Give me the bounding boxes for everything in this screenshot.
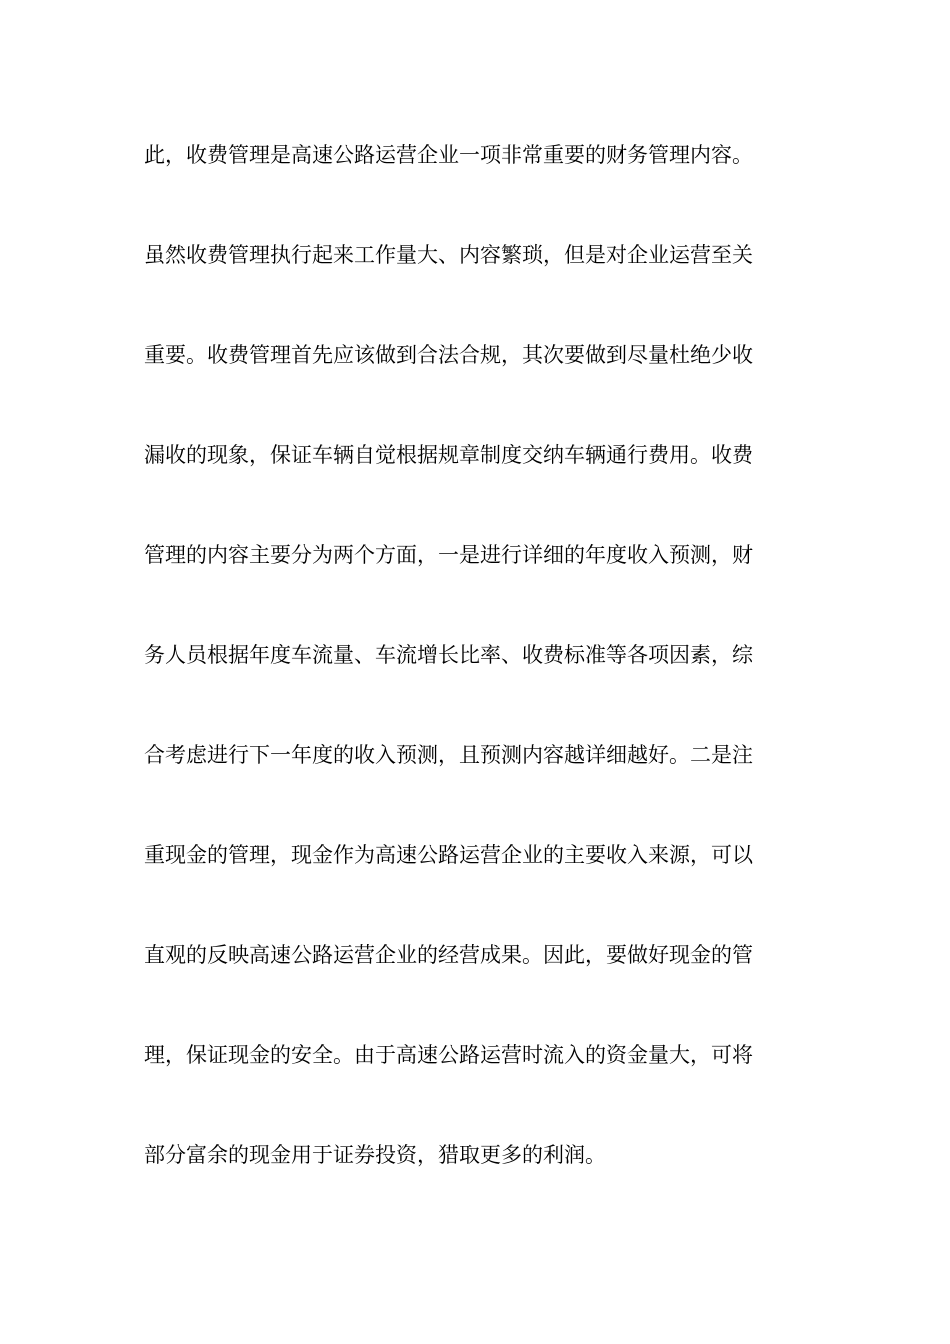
text-line: 合考虑进行下一年度的收入预测，且预测内容越详细越好。二是注 <box>144 743 753 767</box>
text-line: 理，保证现金的安全。由于高速公路运营时流入的资金量大，可将 <box>144 1043 753 1067</box>
text-line: 直观的反映高速公路运营企业的经营成果。因此，要做好现金的管 <box>144 943 753 967</box>
text-line: 虽然收费管理执行起来工作量大、内容繁琐，但是对企业运营至关 <box>144 243 753 267</box>
text-line: 管理的内容主要分为两个方面，一是进行详细的年度收入预测，财 <box>144 543 753 567</box>
body-text <box>144 133 809 1233</box>
text-line: 重现金的管理，现金作为高速公路运营企业的主要收入来源，可以 <box>144 843 753 867</box>
text-line: 此，收费管理是高速公路运营企业一项非常重要的财务管理内容。 <box>144 143 753 167</box>
text-line: 重要。收费管理首先应该做到合法合规，其次要做到尽量杜绝少收 <box>144 343 753 367</box>
text-line: 漏收的现象，保证车辆自觉根据规章制度交纳车辆通行费用。收费 <box>144 443 753 467</box>
text-line: 务人员根据年度车流量、车流增长比率、收费标准等各项因素，综 <box>144 643 753 667</box>
text-line: 部分富余的现金用于证券投资，猎取更多的利润。 <box>144 1143 606 1167</box>
